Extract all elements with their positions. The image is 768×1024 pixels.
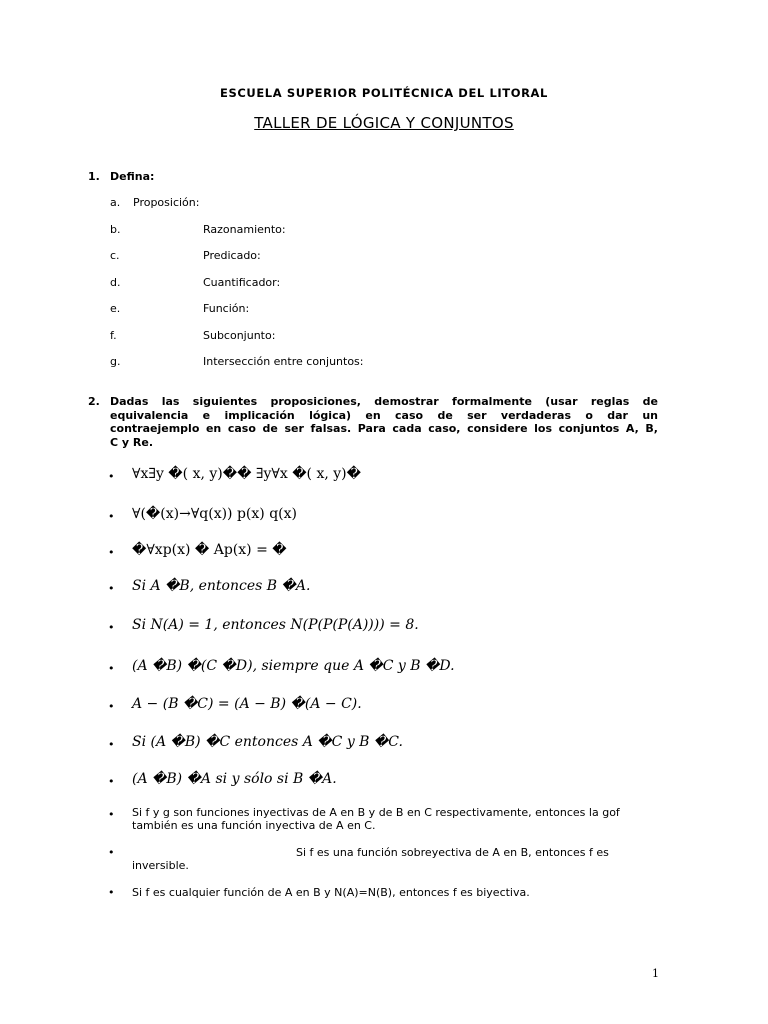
proposition-formula: ∀x∃y �( x, y)�� ∃y∀x �( x, y)� (132, 466, 361, 482)
definition-term: Razonamiento: (203, 223, 286, 236)
proposition-formula: (A �B) �A si y sólo si B �A. (132, 771, 337, 787)
proposition-text: Si f y g son funciones inyectivas de A en B y de B en C respectivamente, entonces la gof también es una función inyectiva de A en C. (132, 806, 620, 832)
proposition-formula: Si A �B, entonces B �A. (132, 578, 311, 594)
definition-term: Predicado: (203, 249, 261, 262)
bullet-icon: • (108, 846, 115, 859)
definition-letter: g. (110, 355, 121, 368)
statement-line: C y Re. (110, 435, 154, 449)
statement-line: equivalencia e implicación lógica) en caso de ser verdaderas o dar un (110, 408, 658, 422)
definition-letter: c. (110, 249, 120, 262)
question-1-heading: Defina: (110, 170, 155, 183)
school-name: ESCUELA SUPERIOR POLITÉCNICA DEL LITORAL (220, 86, 548, 100)
proposition-formula: Si (A �B) �C entonces A �C y B �C. (132, 734, 403, 750)
bullet-icon: • (108, 546, 115, 559)
proposition-text: Si f es cualquier función de A en B y N(A)=N(B), entonces f es biyectiva. (132, 886, 530, 899)
document-title: TALLER DE LÓGICA Y CONJUNTOS (254, 114, 514, 132)
page-number: 1 (652, 967, 659, 980)
bullet-icon: • (108, 886, 115, 899)
statement-line: Dadas las siguientes proposiciones, demostrar formalmente (usar reglas de (110, 395, 658, 408)
definition-letter: f. (110, 329, 117, 342)
proposition-formula: (A �B) �(C �D), siempre que A �C y B �D. (132, 658, 455, 674)
statement-line: contraejemplo en caso de ser falsas. Para cada caso, considere los conjuntos A, B, (110, 422, 658, 435)
definition-letter: e. (110, 302, 121, 315)
bullet-icon: • (108, 470, 115, 483)
proposition-formula: ∀(�(x)→∀q(x)) p(x) q(x) (132, 506, 297, 522)
proposition-formula: A − (B �C) = (A − B) �(A − C). (132, 696, 362, 712)
definition-term: Función: (203, 302, 250, 315)
bullet-icon: • (108, 621, 115, 634)
definition-term: Intersección entre conjuntos: (203, 355, 364, 368)
proposition-formula: �∀xp(x) � Ap(x) = � (132, 542, 287, 558)
proposition-formula: Si N(A) = 1, entonces N(P(P(P(A)))) = 8. (132, 617, 419, 633)
definition-term: Subconjunto: (203, 329, 276, 342)
bullet-icon: • (108, 700, 115, 713)
bullet-icon: • (108, 510, 115, 523)
proposition-text: Si f es una función sobreyectiva de A en B, entonces f es inversible. (132, 846, 609, 872)
question-2-number: 2. (88, 395, 100, 408)
bullet-icon: • (108, 662, 115, 675)
definition-letter: a. (110, 196, 121, 209)
bullet-icon: • (108, 775, 115, 788)
definition-term: Proposición: (133, 196, 200, 209)
definition-letter: d. (110, 276, 121, 289)
question-1-number: 1. (88, 170, 100, 183)
bullet-icon: • (108, 808, 115, 821)
bullet-icon: • (108, 582, 115, 595)
bullet-icon: • (108, 738, 115, 751)
definition-term: Cuantificador: (203, 276, 281, 289)
definition-letter: b. (110, 223, 121, 236)
question-2-statement (110, 395, 658, 449)
